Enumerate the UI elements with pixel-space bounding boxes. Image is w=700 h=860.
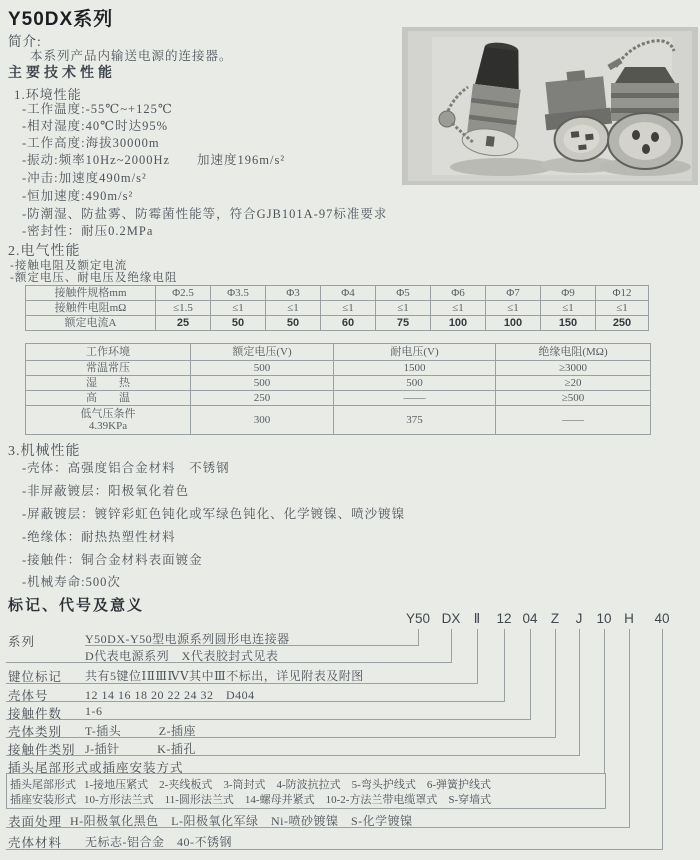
cell: ≤1 xyxy=(541,301,596,316)
cell: 100 xyxy=(431,316,486,331)
table-row xyxy=(26,361,651,376)
marking-row-desc: H-阳极氧化黑色 L-阳极氧化军绿 Ni-喷砂镀镍 S-化学镀镍 xyxy=(70,814,413,828)
intro-heading: 简介: xyxy=(8,34,42,49)
cell: ≥500 xyxy=(496,391,651,406)
cell: 500 xyxy=(191,376,334,391)
code-part-shell-type: Z xyxy=(550,611,560,626)
table-header-row xyxy=(26,344,651,361)
row-header-line: 4.39KPa xyxy=(88,420,128,432)
table-row xyxy=(26,376,651,391)
connector-receptacle-large xyxy=(608,67,682,169)
cell: 300 xyxy=(191,406,334,435)
code-part-contact-count: 04 xyxy=(522,611,538,626)
voltage-table xyxy=(25,343,651,435)
marking-row-label: 表面处理 xyxy=(8,815,63,829)
cell: 250 xyxy=(596,316,649,331)
marking-row xyxy=(10,776,491,792)
table-row xyxy=(26,316,649,331)
code-part-contact-type: J xyxy=(575,611,583,626)
cell: 150 xyxy=(541,316,596,331)
cell: Φ4 xyxy=(321,286,376,301)
cell: ≤1 xyxy=(431,301,486,316)
code-part-series-dx: DX xyxy=(441,611,461,626)
cell: —— xyxy=(496,406,651,435)
mechanical-heading: 3.机械性能 xyxy=(8,444,81,459)
code-part-series-y50: Y50 xyxy=(405,611,431,626)
code-part-surface: H xyxy=(624,611,634,626)
row-header: 接触件电阻mΩ xyxy=(26,301,156,316)
cell: Φ9 xyxy=(541,286,596,301)
marking-row-label: 壳体材料 xyxy=(8,836,63,850)
tech-performance-heading: 主要技术性能 xyxy=(8,64,116,80)
product-photo xyxy=(402,27,698,185)
mechanical-item: -屏蔽镀层：镀锌彩虹色钝化或军绿色钝化、化学镀镍、喷沙镀镍 xyxy=(22,507,406,521)
marking-row xyxy=(10,791,491,807)
cell: 60 xyxy=(321,316,376,331)
mechanical-item: -机械寿命:500次 xyxy=(22,575,121,589)
cell: ≤1 xyxy=(486,301,541,316)
cell: 500 xyxy=(334,376,496,391)
electrical-note: -额定电压、耐电压及绝缘电阻 xyxy=(10,272,178,284)
code-part-shell-no: 12 xyxy=(496,611,512,626)
env-item: -相对湿度:40℃时达95% xyxy=(22,119,169,133)
marking-row-label: 壳体类别 xyxy=(8,725,63,739)
mechanical-item: -非屏蔽镀层：阳极氧化着色 xyxy=(22,484,190,498)
cell: —— xyxy=(334,391,496,406)
marking-row-desc: D代表电源系列 X代表胶封式见表 xyxy=(85,649,279,663)
marking-row-label: 插座安装形式 xyxy=(10,794,76,806)
marking-row-label: 键位标记 xyxy=(8,670,63,684)
mechanical-item: -壳体：高强度铝合金材料 不锈钢 xyxy=(22,461,230,475)
env-item: -冲击:加速度490m/s² xyxy=(22,171,147,185)
code-part-material: 40 xyxy=(654,611,670,626)
env-item: -密封性：耐压0.2MPa xyxy=(22,224,154,238)
cell: ≥3000 xyxy=(496,361,651,376)
marking-row-desc: 1-6 xyxy=(85,704,103,718)
cell: Φ7 xyxy=(486,286,541,301)
marking-row-label: 插头尾部形式 xyxy=(10,779,76,791)
marking-row-label: 系列 xyxy=(8,635,36,649)
row-header: 常温常压 xyxy=(26,361,191,376)
column-header: 额定电压(V) xyxy=(191,344,334,361)
page-title: Y50DX系列 xyxy=(8,9,114,30)
column-header: 耐电压(V) xyxy=(334,344,496,361)
env-item: -防潮湿、防盐雾、防霉菌性能等，符合GJB101A-97标准要求 xyxy=(22,207,388,221)
cell: 1500 xyxy=(334,361,496,376)
cell: Φ3 xyxy=(266,286,321,301)
cell: ≤1 xyxy=(321,301,376,316)
electrical-note: -接触电阻及额定电流 xyxy=(10,260,128,272)
cell: ≤1 xyxy=(596,301,649,316)
marking-row-desc: 12 14 16 18 20 22 24 32 D404 xyxy=(85,688,255,702)
intro-text: 本系列产品内输送电源的连接器。 xyxy=(30,49,233,63)
marking-row-desc: 10-方形法兰式 11-圆形法兰式 14-螺母并紧式 10-2-方法兰带电缆罩式 S-穿墙式 xyxy=(84,794,492,806)
code-part-keying: Ⅱ xyxy=(473,611,481,626)
marking-row-label: 接触件类别 xyxy=(8,743,76,757)
cell: 75 xyxy=(376,316,431,331)
marking-row-desc: 1-接地压紧式 2-夹线板式 3-筒封式 4-防波抗拉式 5-弯头护线式 6-弹簧护线式 xyxy=(84,779,491,791)
connectors-photo-illustration xyxy=(402,27,698,185)
cell: ≤1 xyxy=(266,301,321,316)
cell: 250 xyxy=(191,391,334,406)
cell: 25 xyxy=(156,316,211,331)
mechanical-item: -接触件：铜合金材料表面镀金 xyxy=(22,553,203,567)
marking-row-desc: J-插针 K-插孔 xyxy=(85,742,196,756)
cell: ≥20 xyxy=(496,376,651,391)
marking-row-label: 壳体号 xyxy=(8,689,49,703)
table-row xyxy=(26,286,649,301)
marking-row-desc: T-插头 Z-插座 xyxy=(85,724,197,738)
column-header: 工作环境 xyxy=(26,344,191,361)
cell: 50 xyxy=(266,316,321,331)
cell: Φ5 xyxy=(376,286,431,301)
cell: 100 xyxy=(486,316,541,331)
row-header: 额定电流A xyxy=(26,316,156,331)
env-item: -振动:频率10Hz~2000Hz 加速度196m/s² xyxy=(22,153,286,167)
code-part-tail-form: 10 xyxy=(596,611,612,626)
env-item: -工作温度:-55℃~+125℃ xyxy=(22,102,173,116)
row-header: 接触件规格mm xyxy=(26,286,156,301)
cell: Φ2.5 xyxy=(156,286,211,301)
cell: 50 xyxy=(211,316,266,331)
row-header: 湿 热 xyxy=(26,376,191,391)
contact-spec-table xyxy=(25,285,649,331)
row-header xyxy=(26,406,191,435)
cell: ≤1 xyxy=(211,301,266,316)
marking-row-label: 插头尾部形式或插座安装方式 xyxy=(8,761,184,775)
cell: 375 xyxy=(334,406,496,435)
row-header-line: 低气压条件 xyxy=(80,407,136,420)
table-row xyxy=(26,406,651,435)
marking-row-desc: Y50DX-Y50型电源系列圆形电连接器 xyxy=(85,632,290,646)
marking-row-desc: 无标志-铝合金 40-不锈钢 xyxy=(85,835,232,849)
cell: 500 xyxy=(191,361,334,376)
marking-row-label: 接触件数 xyxy=(8,707,63,721)
electrical-heading: 2.电气性能 xyxy=(8,244,81,259)
column-header: 绝缘电阻(MΩ) xyxy=(496,344,651,361)
cell: Φ6 xyxy=(431,286,486,301)
marking-row-desc: 共有5键位ⅠⅡⅢⅣⅤ其中Ⅲ不标出，详见附表及附图 xyxy=(85,669,364,683)
mechanical-item: -绝缘体：耐热热塑性材料 xyxy=(22,530,176,544)
cell: Φ12 xyxy=(596,286,649,301)
table-row xyxy=(26,301,649,316)
env-item: -工作高度:海拔30000m xyxy=(22,136,160,150)
cell: ≤1.5 xyxy=(156,301,211,316)
row-header: 高 温 xyxy=(26,391,191,406)
cell: Φ3.5 xyxy=(211,286,266,301)
marking-heading: 标记、代号及意义 xyxy=(8,597,145,614)
env-item: -恒加速度:490m/s² xyxy=(22,189,134,203)
env-heading: 1.环境性能 xyxy=(14,87,82,102)
cell: ≤1 xyxy=(376,301,431,316)
table-row xyxy=(26,391,651,406)
